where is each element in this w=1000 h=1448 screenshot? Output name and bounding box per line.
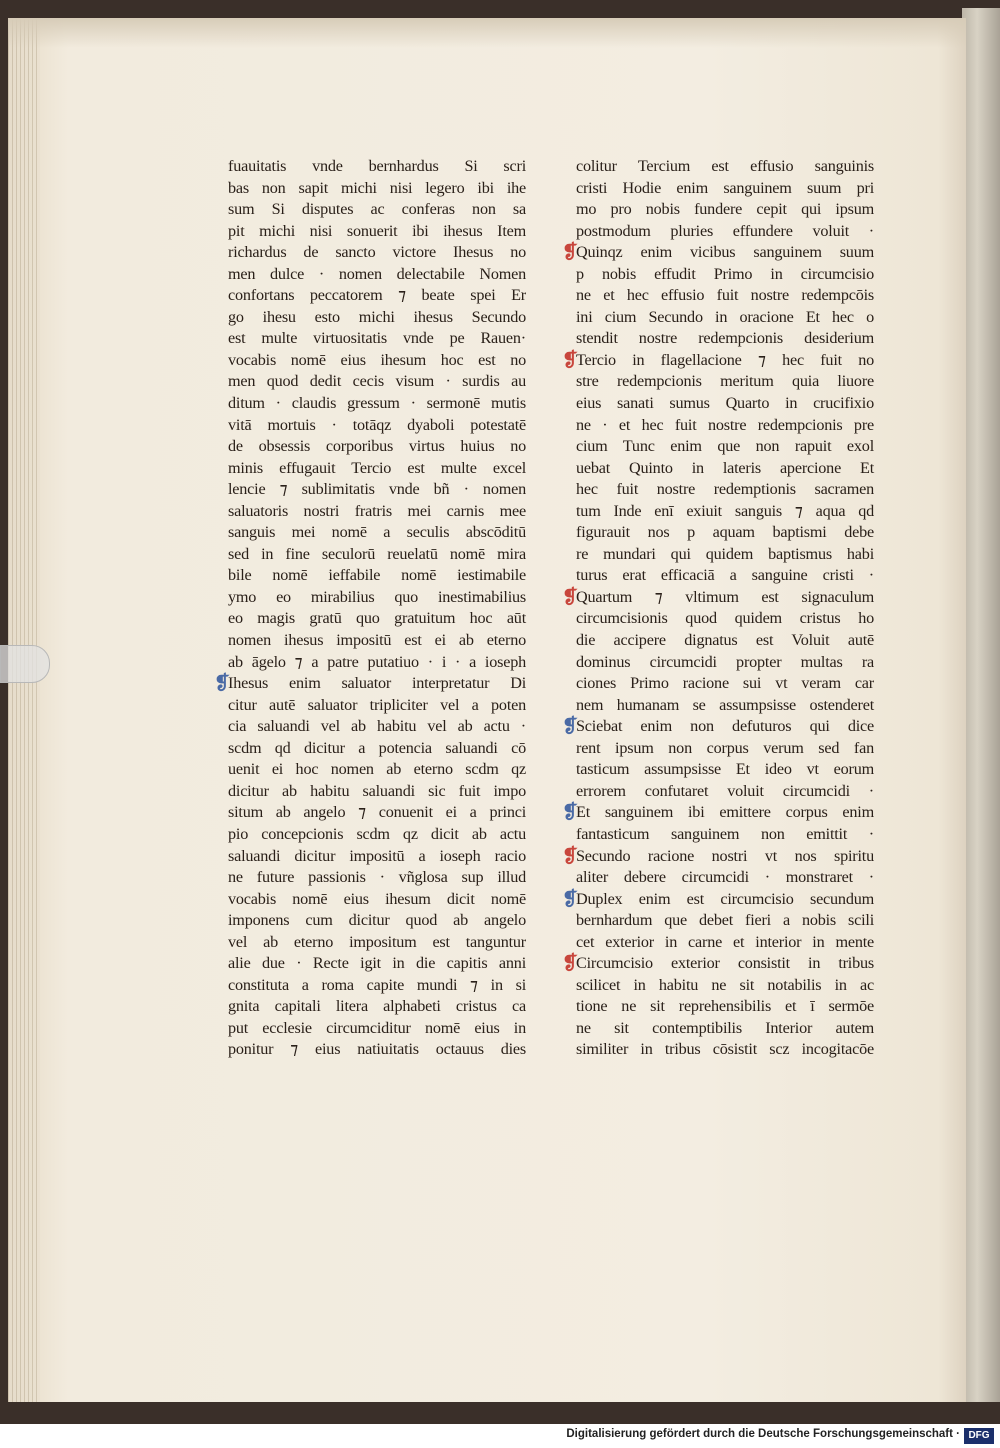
line-text: sum Si disputes ac conferas non sa [228, 200, 526, 219]
line-text: cristi Hodie enim sanguinem suum pri [576, 178, 874, 197]
text-line [576, 156, 874, 178]
line-text: sed in fine seculorū reuelatū nomē mira [228, 544, 526, 563]
text-line [228, 522, 526, 544]
line-text: Ihesus enim saluator interpretatur Di [228, 674, 526, 693]
text-line [576, 264, 874, 286]
line-text: fuauitatis vnde bernhardus Si scri [228, 157, 526, 175]
text-line [576, 1018, 874, 1040]
line-text: richardus de sancto victore Ihesus no [228, 243, 526, 262]
line-text: ab āgelo ⁊ a patre putatiuo · i · a ioseph [228, 652, 526, 671]
text-line [228, 1039, 526, 1061]
line-text: vel ab eterno impositum est tanguntur [228, 932, 526, 951]
line-text: postmodum pluries effundere voluit · [576, 221, 874, 240]
line-text: Et sanguinem ibi emittere corpus enim [576, 803, 874, 822]
text-line [576, 759, 874, 781]
line-text: Sciebat enim non defuturos qui dice [576, 717, 874, 736]
text-line [576, 673, 874, 695]
line-text: vocabis nomē eius ihesum dicit nomē [228, 889, 526, 908]
text-column-left [214, 156, 526, 1061]
line-text: turus erat efficaciā a sanguine cristi · [576, 566, 874, 585]
text-line [576, 522, 874, 544]
text-line [214, 673, 526, 695]
line-text: put ecclesie circumciditur nomē eius in [228, 1018, 526, 1037]
text-line [228, 479, 526, 501]
paragraph-mark-icon: ❡ [214, 673, 230, 695]
line-text: vitā mortuis · totāqz dyaboli potestatē [228, 415, 526, 434]
text-line [576, 824, 874, 846]
paragraph-mark-icon: ❡ [562, 845, 578, 867]
text-line [228, 436, 526, 458]
line-text: ponitur ⁊ eius natiuitatis octauus dies [228, 1040, 526, 1059]
line-text: scdm qd dicitur a potencia saluandi cō [228, 738, 526, 757]
page-edge-stack [8, 18, 40, 1402]
line-text: constituta a roma capite mundi ⁊ in si [228, 975, 526, 994]
line-text: pit michi nisi sonuerit ibi ihesus Item [228, 221, 526, 240]
text-line [562, 716, 874, 738]
text-line [228, 328, 526, 350]
line-text: ciones Primo racione sui vt veram car [576, 674, 874, 693]
line-text: cia saluandi vel ab habitu vel ab actu · [228, 717, 526, 736]
line-text: saluatoris nostri fratris mei carnis mee [228, 501, 526, 520]
text-line [576, 436, 874, 458]
text-line [228, 889, 526, 911]
line-text: bas non sapit michi nisi legero ibi ihe [228, 178, 526, 197]
text-line [562, 845, 874, 868]
line-text: Quartum ⁊ vltimum est signaculum [576, 587, 874, 606]
text-line [228, 630, 526, 652]
line-text: stre redempcionis meritum quia liuore [576, 372, 874, 391]
line-text: ymo eo mirabilius quo inestimabilius [228, 587, 526, 606]
paragraph-mark-icon: ❡ [562, 242, 578, 264]
text-line [576, 996, 874, 1018]
text-line [576, 1039, 874, 1061]
text-line [228, 824, 526, 846]
text-line [576, 932, 874, 954]
line-text: go ihesu esto michi ihesus Secundo [228, 307, 526, 326]
text-line [228, 285, 526, 307]
text-line [576, 393, 874, 415]
text-line [228, 371, 526, 393]
text-line [228, 867, 526, 889]
text-line [576, 975, 874, 997]
text-line [576, 458, 874, 480]
text-line [228, 910, 526, 932]
line-text: colitur Tercium est effusio sanguinis [576, 157, 874, 175]
text-line [576, 867, 874, 889]
footer-bar [0, 1424, 1000, 1448]
text-line [228, 846, 526, 868]
text-line [576, 178, 874, 200]
page-shadow [8, 18, 966, 48]
text-line [228, 501, 526, 523]
line-text: Duplex enim est circumcisio secundum [576, 889, 874, 908]
paragraph-mark-icon: ❡ [562, 802, 578, 824]
text-line [562, 349, 874, 372]
line-text: fantasticum sanguinem non emittit · [576, 824, 874, 843]
text-line [576, 608, 874, 630]
line-text: rent ipsum non corpus verum sed fan [576, 738, 874, 757]
line-text: Tercio in flagellacione ⁊ hec fuit no [576, 350, 874, 369]
line-text: Secundo racione nostri vt nos spiritu [576, 846, 874, 865]
text-line [228, 652, 526, 674]
line-text: ditum · claudis gressum · sermonē mutis [228, 394, 526, 413]
line-text: saluandi dicitur impositū a ioseph racio [228, 846, 526, 865]
text-line [228, 996, 526, 1018]
line-text: gnita capitali litera alphabeti cristus ca [228, 997, 526, 1016]
text-line [228, 565, 526, 587]
line-text: errorem confutaret voluit circumcidi · [576, 781, 874, 800]
line-text: de obsessis corporibus virtus huius no [228, 437, 526, 456]
line-text: vocabis nomē eius ihesum hoc est no [228, 350, 526, 369]
line-text: figurauit nos p aquam baptismi debe [576, 523, 874, 542]
text-line [228, 802, 526, 824]
line-text: lencie ⁊ sublimitatis vnde bñ · nomen [228, 480, 526, 499]
line-text: minis effugauit Tercio est multe excel [228, 458, 526, 477]
line-text: eius sanati sumus Quarto in crucifixio [576, 394, 874, 413]
line-text: cium Tunc enim que non rapuit exol [576, 437, 874, 456]
line-text: ne future passionis · vñglosa sup illud [228, 868, 526, 887]
line-text: scilicet in habitu ne sit notabilis in ac [576, 975, 874, 994]
text-column-right [562, 156, 874, 1061]
line-text: bernhardum que debet fieri a nobis scili [576, 911, 874, 930]
page-clip [0, 645, 50, 683]
text-line [228, 759, 526, 781]
line-text: nomen ihesus impositū est ei ab eterno [228, 631, 526, 650]
text-line [576, 544, 874, 566]
line-text: aliter debere circumcidi · monstraret · [576, 868, 874, 887]
line-text: re mundari qui quidem baptismus habi [576, 544, 874, 563]
text-line [228, 307, 526, 329]
text-line [228, 544, 526, 566]
text-line [576, 307, 874, 329]
line-text: uebat Quinto in lateris apercione Et [576, 458, 874, 477]
text-line [228, 975, 526, 997]
line-text: situm ab angelo ⁊ conuenit ei a princi [228, 803, 526, 822]
text-line [228, 393, 526, 415]
text-line [576, 781, 874, 803]
line-text: ini cium Secundo in oracione Et hec o [576, 307, 874, 326]
line-text: circumcisionis quod quidem cristus ho [576, 609, 874, 628]
text-line [228, 199, 526, 221]
paragraph-mark-icon: ❡ [562, 953, 578, 975]
line-text: ne et hec effusio fuit nostre redempcōis [576, 286, 874, 305]
paragraph-mark-icon: ❡ [562, 586, 578, 608]
line-text: hec fuit nostre redemptionis sacramen [576, 480, 874, 499]
line-text: stendit nostre redempcionis desiderium [576, 329, 874, 348]
text-line [562, 802, 874, 824]
text-line [228, 953, 526, 975]
text-line [228, 695, 526, 717]
line-text: confortans peccatorem ⁊ beate spei Er [228, 286, 526, 305]
line-text: dominus circumcidi propter multas ra [576, 652, 874, 671]
line-text: pio concepcionis scdm qz dicit ab actu [228, 824, 526, 843]
funding-credit: Digitalisierung gefördert durch die Deutsche Forschungsgemeinschaft · [566, 1428, 960, 1440]
paragraph-mark-icon: ❡ [562, 349, 578, 371]
text-line [576, 630, 874, 652]
line-text: men quod dedit cecis visum · surdis au [228, 372, 526, 391]
line-text: imponens cum dicitur quod ab angelo [228, 911, 526, 930]
line-text: sanguis mei nomē a seculis abscōditū [228, 523, 526, 542]
text-line [576, 565, 874, 587]
text-line [576, 652, 874, 674]
text-line [576, 199, 874, 221]
text-line [228, 932, 526, 954]
line-text: citur autē saluator tripliciter vel a poten [228, 695, 526, 714]
text-line [576, 501, 874, 523]
line-text: mo pro nobis fundere cepit qui ipsum [576, 200, 874, 219]
text-line [562, 888, 874, 911]
text-line [228, 458, 526, 480]
text-line [562, 953, 874, 975]
text-line [228, 242, 526, 264]
text-line [576, 221, 874, 243]
text-line [576, 371, 874, 393]
text-line [576, 328, 874, 350]
line-text: tasticum assumpsisse Et ideo vt eorum [576, 760, 874, 779]
text-line [562, 242, 874, 264]
line-text: Quinqz enim vicibus sanguinem suum [576, 243, 874, 262]
line-text: ne sit contemptibilis Interior autem [576, 1018, 874, 1037]
line-text: cet exterior in carne et interior in mente [576, 932, 874, 951]
text-line [562, 586, 874, 609]
line-text: similiter in tribus cōsistit scz incogitacōe [576, 1040, 874, 1059]
adjacent-page-edges [962, 8, 1000, 1402]
line-text: tum Inde enī exiuit sanguis ⁊ aqua qd [576, 501, 874, 520]
text-line [228, 156, 526, 178]
line-text: Circumcisio exterior consistit in tribus [576, 954, 874, 973]
text-line [576, 415, 874, 437]
text-line [228, 716, 526, 738]
line-text: uenit ei hoc nomen ab eterno scdm qz [228, 760, 526, 779]
line-text: men dulce · nomen delectabile Nomen [228, 264, 526, 283]
line-text: dicitur ab habitu saluandi sic fuit impo [228, 781, 526, 800]
text-line [228, 738, 526, 760]
text-line [576, 910, 874, 932]
text-line [576, 738, 874, 760]
text-line [228, 781, 526, 803]
text-line [228, 178, 526, 200]
line-text: ne · et hec fuit nostre redempcionis pre [576, 415, 874, 434]
text-line [228, 1018, 526, 1040]
line-text: tione ne sit reprehensibilis et ī sermōe [576, 997, 874, 1016]
line-text: alie due · Recte igit in die capitis anni [228, 954, 526, 973]
paragraph-mark-icon: ❡ [562, 888, 578, 910]
line-text: est multe virtuositatis vnde pe Rauen· [228, 329, 526, 348]
text-line [576, 285, 874, 307]
text-line [228, 587, 526, 609]
text-line [576, 479, 874, 501]
line-text: nem humanam se assumpsisse ostenderet [576, 695, 874, 714]
text-line [228, 264, 526, 286]
text-line [228, 221, 526, 243]
dfg-logo[interactable]: DFG [964, 1428, 994, 1444]
line-text: bile nomē ieffabile nomē iestimabile [228, 566, 526, 585]
text-line [228, 415, 526, 437]
text-line [576, 695, 874, 717]
text-line [228, 350, 526, 372]
line-text: eo magis gratū quo gratuitum hoc aūt [228, 609, 526, 628]
paragraph-mark-icon: ❡ [562, 716, 578, 738]
line-text: die accipere dignatus est Voluit autē [576, 631, 874, 650]
text-line [228, 608, 526, 630]
line-text: p nobis effudit Primo in circumcisio [576, 264, 874, 283]
